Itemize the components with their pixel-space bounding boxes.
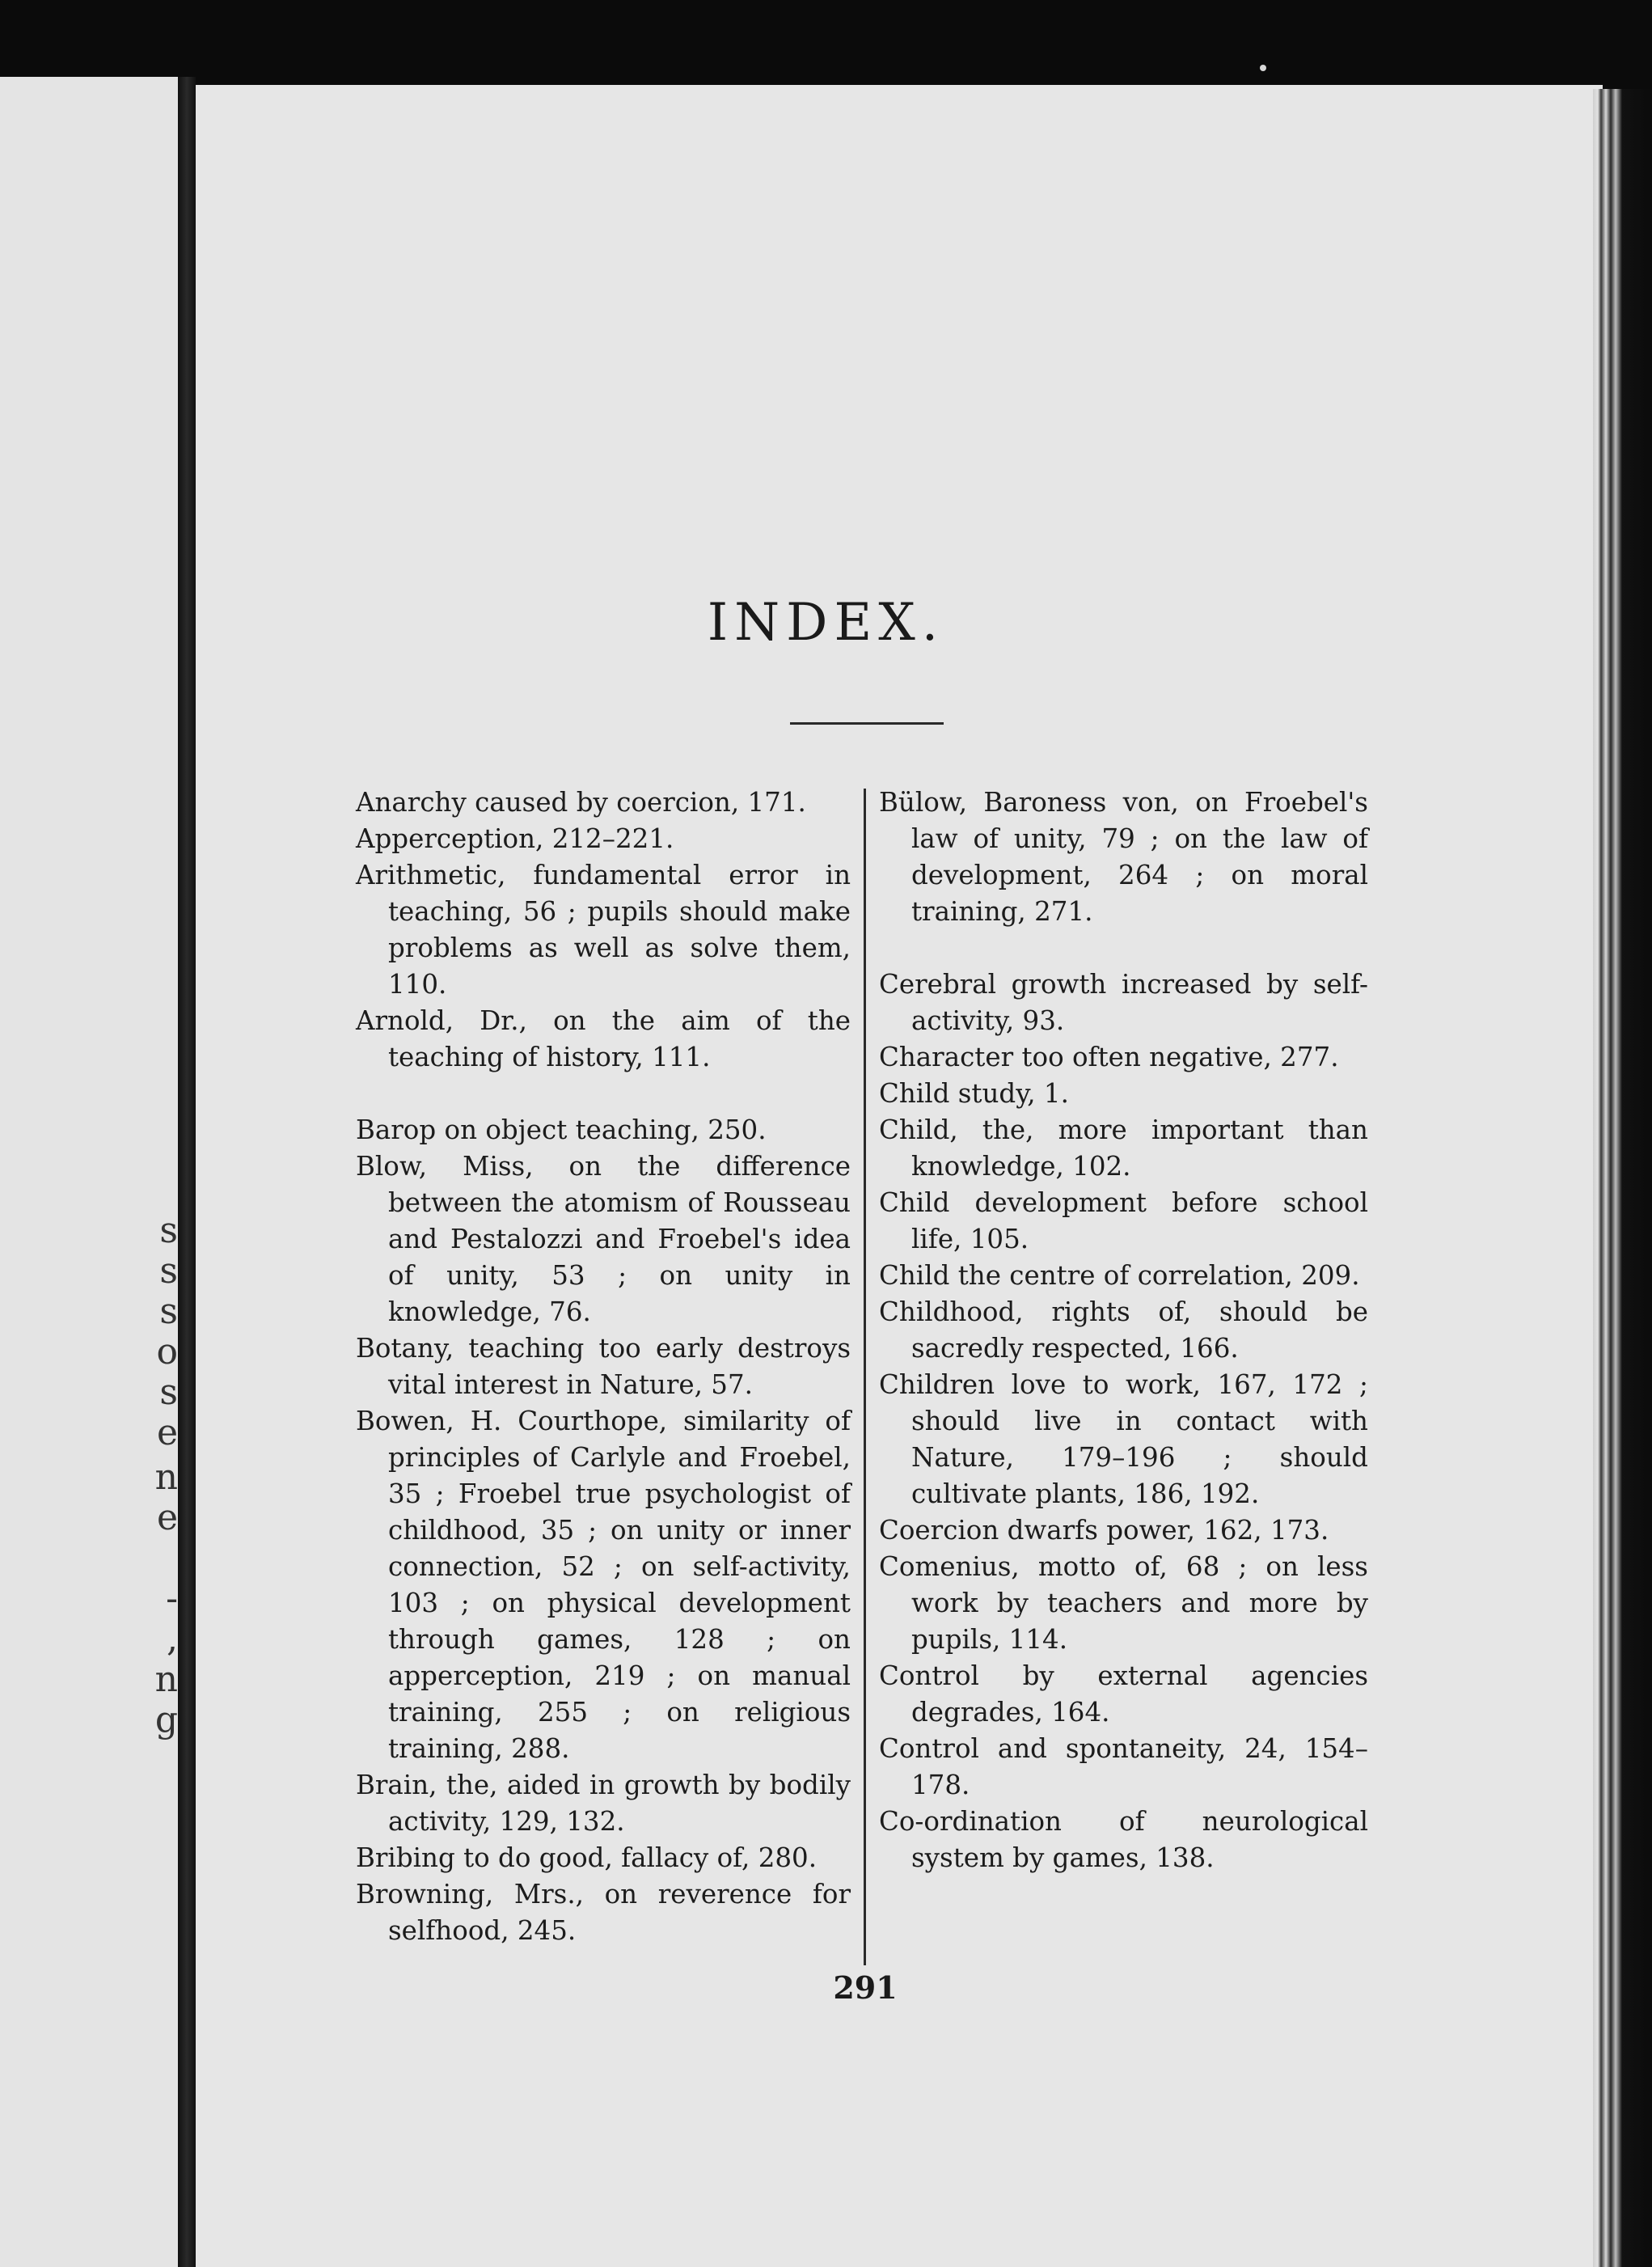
index-entry: Co-ordination of neurological system by games, 138. — [879, 1806, 1368, 1873]
page-fragment: s — [159, 1250, 178, 1292]
page-fragment: n — [154, 1457, 178, 1498]
index-entry: Control and spontaneity, 24, 154–178. — [879, 1733, 1368, 1800]
title-rule — [790, 722, 944, 725]
index-entry: Child study, 1. — [879, 1078, 1069, 1109]
index-entry: Child, the, more important than knowledge, 102. — [879, 1114, 1368, 1182]
page-fragment: e — [156, 1497, 178, 1538]
column-divider — [864, 789, 866, 1965]
page-fragment: s — [159, 1210, 178, 1251]
index-entry: Bribing to do good, fallacy of, 280. — [356, 1842, 818, 1873]
index-entry: Child development before school life, 105. — [879, 1187, 1368, 1254]
page-fragment: s — [159, 1291, 178, 1332]
index-entry: Barop on object teaching, 250. — [356, 1114, 767, 1145]
index-entry: Childhood, rights of, should be sacredly respected, 166. — [879, 1296, 1368, 1364]
book-gutter — [178, 77, 196, 2267]
index-entry: Character too often negative, 277. — [879, 1042, 1339, 1072]
page-fragment: - — [166, 1578, 178, 1619]
index-entry: Cerebral growth increased by self-activity, 93. — [879, 969, 1368, 1036]
scan-speck — [1260, 65, 1266, 71]
index-entry: Children love to work, 167, 172 ; should live in contact with Nature, 179–196 ; should cultivate plants, 186, 192. — [879, 1369, 1368, 1509]
index-entry: Bowen, H. Courthope, similarity of principles of Carlyle and Froebel, 35 ; Froebel true psychologist of childhood, 35 ; on unity or inner connection, 52 ; on self-activity, 103 ; on physical development through games, 128 ; on apperception, 219 ; on manual training, 255 ; on religious training, 288. — [356, 1406, 851, 1764]
page-fragment: o — [156, 1331, 178, 1372]
page-fragment: e — [156, 1412, 178, 1453]
index-entry: Bülow, Baroness von, on Froebel's law of unity, 79 ; on the law of development, 264 ; on moral training, 271. — [879, 787, 1368, 927]
page-stack-edge — [1593, 89, 1652, 2267]
index-entry: Comenius, motto of, 68 ; on less work by teachers and more by pupils, 114. — [879, 1551, 1368, 1655]
index-entry: Child the centre of correlation, 209. — [879, 1260, 1360, 1291]
index-entry: Brain, the, aided in growth by bodily activity, 129, 132. — [356, 1770, 851, 1837]
previous-page-edge — [0, 77, 178, 2267]
page-fragment: , — [167, 1618, 178, 1660]
index-entry: Browning, Mrs., on reverence for selfhood, 245. — [356, 1879, 851, 1946]
index-entry: Blow, Miss, on the difference between the atomism of Rousseau and Pestalozzi and Froebel's idea of unity, 53 ; on unity in knowledge, 76. — [356, 1151, 851, 1327]
page-fragment: g — [154, 1699, 178, 1740]
index-column-left — [356, 785, 851, 1949]
index-entry: Anarchy caused by coercion, 171. — [356, 787, 806, 818]
page-title: INDEX. — [707, 593, 945, 653]
index-entry: Control by external agencies degrades, 164. — [879, 1660, 1368, 1728]
page-fragment: s — [159, 1372, 178, 1413]
index-column-right — [879, 785, 1368, 1876]
index-entry: Arnold, Dr., on the aim of the teaching of history, 111. — [356, 1005, 851, 1072]
index-entry: Apperception, 212–221. — [356, 823, 674, 854]
index-entry: Coercion dwarfs power, 162, 173. — [879, 1515, 1329, 1546]
index-entry: Botany, teaching too early destroys vital interest in Nature, 57. — [356, 1333, 851, 1400]
page-fragment: n — [154, 1659, 178, 1700]
index-entry: Arithmetic, fundamental error in teaching, 56 ; pupils should make problems as well as solve them, 110. — [356, 860, 851, 1000]
page-number: 291 — [833, 1969, 898, 2006]
